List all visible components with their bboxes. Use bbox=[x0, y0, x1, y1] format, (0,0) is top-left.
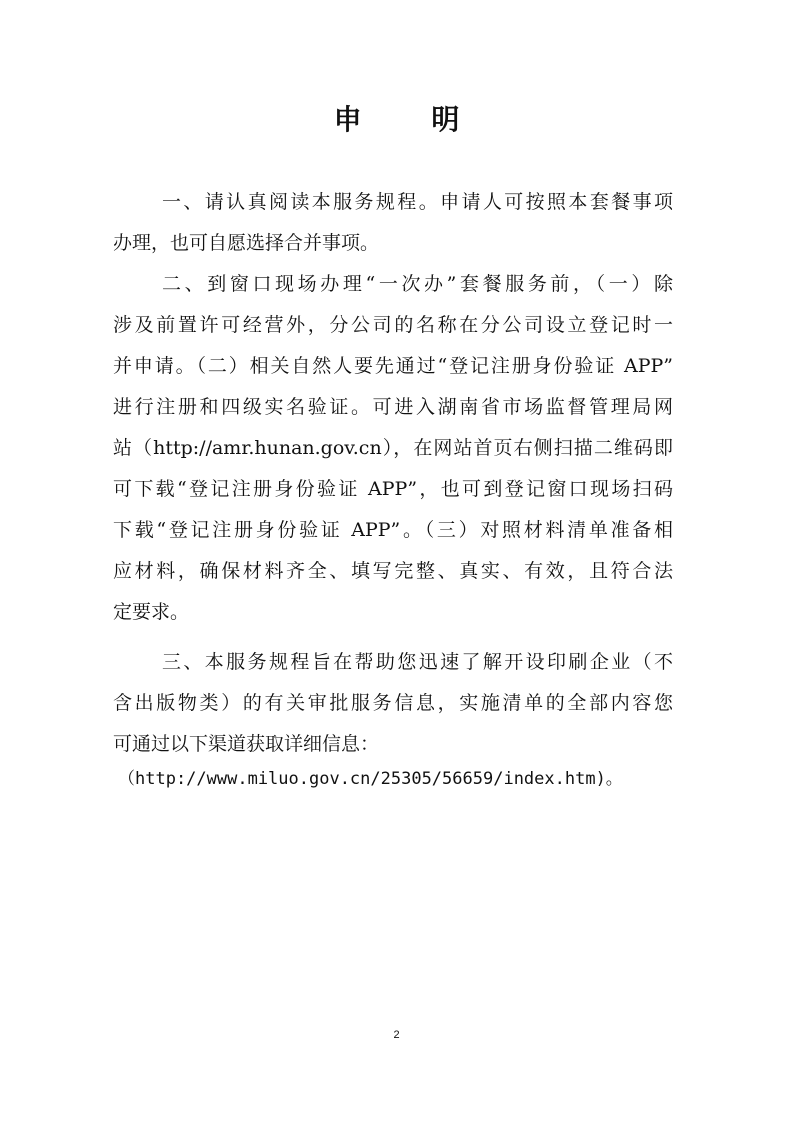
paragraph-2-line-2: 涉及前置许可经营外，分公司的名称在分公司设立登记时一 bbox=[113, 314, 673, 336]
paragraph-3-line-3: 可通过以下渠道获取详细信息： bbox=[113, 733, 380, 755]
paragraph-2-line-7: 下载“登记注册身份验证 APP”。（三）对照材料清单准备相 bbox=[113, 519, 673, 541]
paragraph-2-line-6: 可下载“登记注册身份验证 APP”，也可到登记窗口现场扫码 bbox=[113, 478, 673, 500]
paragraph-1-line-2: 办理，也可自愿选择合并事项。 bbox=[113, 232, 380, 254]
paragraph-2-line-8: 应材料，确保材料齐全、填写完整、真实、有效，且符合法 bbox=[113, 560, 673, 582]
reference-url: （http://www.miluo.gov.cn/25305/56659/index.htm)。 bbox=[118, 769, 623, 789]
paragraph-1-line-1: 一、请认真阅读本服务规程。申请人可按照本套餐事项 bbox=[162, 191, 673, 213]
paragraph-2-line-9: 定要求。 bbox=[113, 601, 190, 623]
paragraph-3-line-2: 含出版物类）的有关审批服务信息，实施清单的全部内容您 bbox=[113, 692, 673, 714]
paragraph-2-line-3: 并申请。（二）相关自然人要先通过“登记注册身份验证 APP” bbox=[113, 355, 673, 377]
paragraph-3-line-1: 三、本服务规程旨在帮助您迅速了解开设印刷企业（不 bbox=[162, 651, 673, 673]
page-title: 申 明 bbox=[333, 103, 490, 136]
paragraph-2-line-5: 站（http://amr.hunan.gov.cn），在网站首页右侧扫描二维码即 bbox=[113, 437, 673, 459]
paragraph-2-line-1: 二、到窗口现场办理“一次办”套餐服务前，（一）除 bbox=[162, 273, 673, 295]
page-number: 2 bbox=[393, 1029, 400, 1041]
paragraph-2-line-4: 进行注册和四级实名验证。可进入湖南省市场监督管理局网 bbox=[113, 396, 673, 418]
